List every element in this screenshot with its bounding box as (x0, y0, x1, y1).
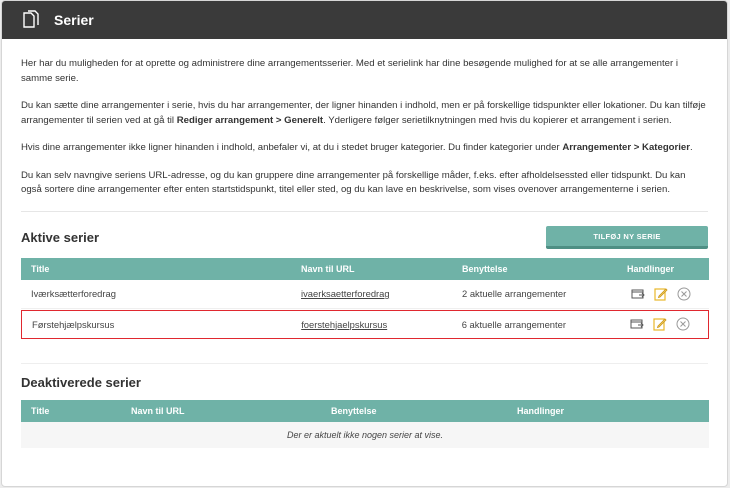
column-usage[interactable]: Benyttelse (331, 405, 377, 416)
series-title: Iværksætterforedrag (31, 288, 116, 299)
active-series-title: Aktive serier (21, 230, 100, 245)
series-panel (1, 0, 728, 487)
series-usage: 2 aktuelle arrangementer (462, 288, 567, 299)
intro-paragraph-1: Her har du muligheden for at oprette og administrere dine arrangementsserier. Med et serielink har dine besøgende mulighed for at se alle arrangementer i samme serie. (21, 58, 678, 84)
series-usage: 6 aktuelle arrangementer (461, 318, 566, 330)
intro-text (21, 57, 708, 198)
table-row (21, 280, 709, 309)
table-header (21, 258, 709, 280)
panel-header (2, 1, 727, 39)
column-actions: Handlinger (627, 263, 675, 274)
active-series-header (21, 225, 708, 251)
empty-state: Der er aktuelt ikke nogen serier at vise. (21, 422, 709, 448)
deactivated-series-title: Deaktiverede serier (21, 375, 141, 390)
intro-paragraph-4: Du kan selv navngive seriens URL-adresse, og du kan gruppere dine arrangementer på forskellige måder, f.eks. efter afholdelsessted eller tidspunkt. Du kan også sortere dine arrangementer efter enten startstidspunkt, titel eller sted, og du kan lave en beskrivelse, som vises ovenover arrangementerne i serien. (21, 169, 686, 195)
close-circle-icon[interactable] (676, 286, 692, 302)
column-url-name[interactable]: Navn til URL (131, 405, 185, 416)
column-url-name[interactable]: Navn til URL (301, 263, 355, 274)
table-header (21, 400, 709, 422)
column-actions: Handlinger (517, 405, 565, 416)
series-title: Førstehjælpskursus (32, 318, 115, 330)
close-circle-icon[interactable] (675, 316, 691, 332)
series-url-link[interactable]: ivaerksaetterforedrag (301, 288, 390, 299)
intro-paragraph-3: Hvis dine arrangementer ikke ligner hinanden i indhold, anbefaler vi, at du i stedet bruger kategorier. Du finder kategorier under Arrangementer > Kategorier. (21, 142, 693, 153)
column-usage[interactable]: Benyttelse (462, 263, 508, 274)
deactivated-series-table (21, 400, 709, 448)
edit-icon[interactable] (652, 316, 668, 332)
series-url-link[interactable]: foerstehjaelpskursus (301, 318, 388, 330)
table-row (21, 310, 709, 339)
copy-link-icon[interactable] (630, 286, 646, 302)
copy-link-icon[interactable] (629, 316, 645, 332)
page-title: Serier (54, 12, 94, 28)
divider (21, 363, 708, 364)
divider (21, 211, 708, 212)
column-title[interactable]: Title (31, 405, 50, 416)
add-series-button[interactable]: TILFØJ NY SERIE (546, 226, 708, 249)
documents-icon (22, 10, 40, 30)
active-series-table (21, 258, 709, 339)
intro-paragraph-2: Du kan sætte dine arrangementer i serie, hvis du har arrangementer, der ligner hinanden i indhold, men er på forskellige tidspunkter eller lokationer. Du kan tilføje arrangementer til serien ved at gå til Rediger arrangement > Generelt. Yderligere følger serietilknytningen med hvis du kopierer et arrangement i serien. (21, 100, 706, 126)
column-title[interactable]: Title (31, 263, 50, 274)
edit-icon[interactable] (653, 286, 669, 302)
deactivated-series-header (21, 370, 708, 396)
